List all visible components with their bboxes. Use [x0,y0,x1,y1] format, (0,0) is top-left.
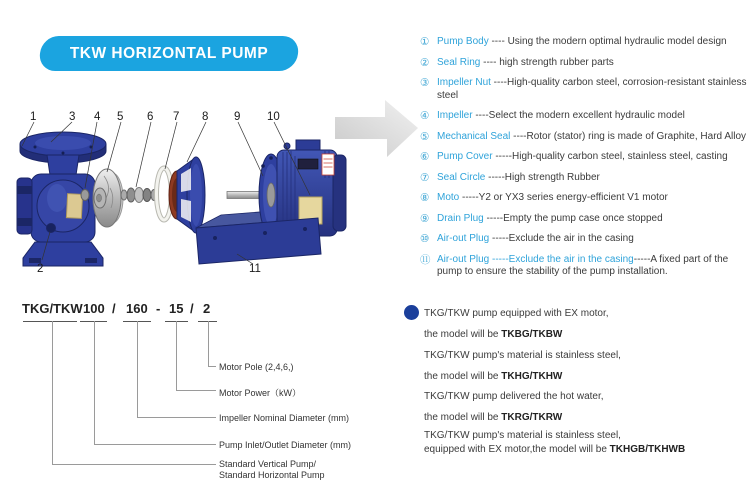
model-code: TKHG/TKHW [501,371,563,382]
circled-number: ⑥ [420,151,430,163]
part-desc: -----Empty the pump case once stopped [483,212,663,224]
list-item [420,77,756,102]
bullet-icon [404,305,419,320]
pump-cover-part [169,157,205,233]
callout-11: 11 [249,263,261,275]
parts-list [420,36,756,287]
list-item [420,151,756,164]
circled-number: ⑧ [420,192,430,204]
part-label: Air-out Plug [437,233,490,244]
callout-10: 10 [267,111,280,123]
circled-number: ④ [420,110,430,122]
circled-number: ⑪ [420,253,431,266]
model-code-pole: 2 [203,301,211,316]
list-item [420,36,756,49]
part-label: Impeller Nut [437,77,491,88]
callout-6: 6 [147,111,154,123]
part-label: Drain Plug [437,212,484,224]
callout-1: 1 [30,111,37,123]
part-desc: ---- high strength rubber parts [480,56,614,68]
note-line: the model will be TKBG/TKBW [424,329,563,340]
label-standard-2: Standard Horizontal Pump [219,470,325,480]
circled-number: ② [420,56,430,69]
connector-line [208,321,216,367]
circled-number: ⑩ [420,233,430,245]
label-impeller-diameter: Impeller Nominal Diameter (mm) [219,413,350,423]
callout-4: 4 [94,111,101,123]
label-standard-1: Standard Vertical Pump/ [219,459,317,469]
callout-2: 2 [37,263,44,275]
label-motor-power: Motor Power（kW） [219,388,302,398]
circled-number: ③ [420,77,430,89]
part-desc: -----Exclude the air in the casing [489,233,634,244]
part-desc: -----A fixed part of the pump to ensure the stability of the pump installation. [437,253,729,277]
label-motor-pole: Motor Pole (2,4,6,) [219,362,294,372]
model-code: TKBG/TKBW [501,329,563,340]
part-label: Air-out Plug -----Exclude the air in the casing [437,253,634,265]
list-item [420,254,756,279]
model-code-sep: / [112,301,116,316]
part-label: Seal Circle [437,171,486,183]
model-code-sep: - [156,301,161,316]
model-code-inlet: 100 [83,301,105,316]
part-label: Mechanical Seal [437,130,511,142]
part-desc: -----Y2 or YX3 series energy-efficient V1 motor [459,192,668,203]
callout-9: 9 [234,111,241,123]
callout-5: 5 [117,111,124,123]
impeller-part [93,169,123,227]
drain-plug-part [47,224,56,233]
part-desc: -----High strength Rubber [485,171,600,183]
model-code-impeller: 160 [126,301,148,316]
note-line: TKG/TKW pump equipped with EX motor, [424,308,609,319]
note-line: TKG/TKW pump's material is stainless steel, [424,430,621,441]
note-line: TKG/TKW pump's material is stainless steel, [424,350,621,361]
impeller-nut-part [81,190,89,201]
list-item [420,213,756,226]
note-line: the model will be TKHG/TKHW [424,371,563,382]
part-desc: ---- Using the modern optimal hydraulic model design [488,36,727,47]
note-line: equipped with EX motor,the model will be TKHGB/TKHWB [424,444,686,455]
part-label: Moto [437,192,460,203]
exploded-pump-diagram [15,98,395,288]
part-label: Seal Ring [437,56,481,68]
label-inlet-outlet: Pump Inlet/Outlet Diameter (mm) [219,440,352,450]
circled-number: ① [420,36,430,48]
model-code: TKRG/TKRW [501,412,563,423]
part-desc: ----High-quality carbon steel, corrosion-resistant stainless steel [437,77,747,101]
note-line: TKG/TKW pump delivered the hot water, [424,391,604,402]
model-code-power: 15 [169,301,184,316]
circled-number: ⑦ [420,171,430,184]
list-item [420,57,756,70]
mechanical-seal-part [121,188,157,203]
list-item [420,131,756,144]
callout-3: 3 [69,111,76,123]
list-item [420,110,756,123]
callout-7: 7 [173,111,180,123]
part-desc: ----Select the modern excellent hydraulic model [472,110,685,121]
callout-8: 8 [202,111,209,123]
page-title: TKW HORIZONTAL PUMP [69,44,269,62]
list-item [420,233,756,246]
part-label: Pump Cover [437,151,493,162]
part-desc: -----High-quality carbon steel, stainless steel, casting [492,151,728,162]
part-label: Impeller [437,110,473,121]
part-label: Pump Body [437,36,489,47]
list-item [420,192,756,205]
list-item [420,172,756,185]
model-code: TKHGB/TKHWB [609,444,686,455]
model-code-sep: / [190,301,194,316]
note-line: the model will be TKRG/TKRW [424,412,563,423]
circled-number: ⑨ [420,212,430,225]
circled-number: ⑤ [420,130,430,143]
part-desc: ----Rotor (stator) ring is made of Graphite, Hard Alloy [510,130,747,142]
model-code-series: TKG/TKW [22,301,83,316]
